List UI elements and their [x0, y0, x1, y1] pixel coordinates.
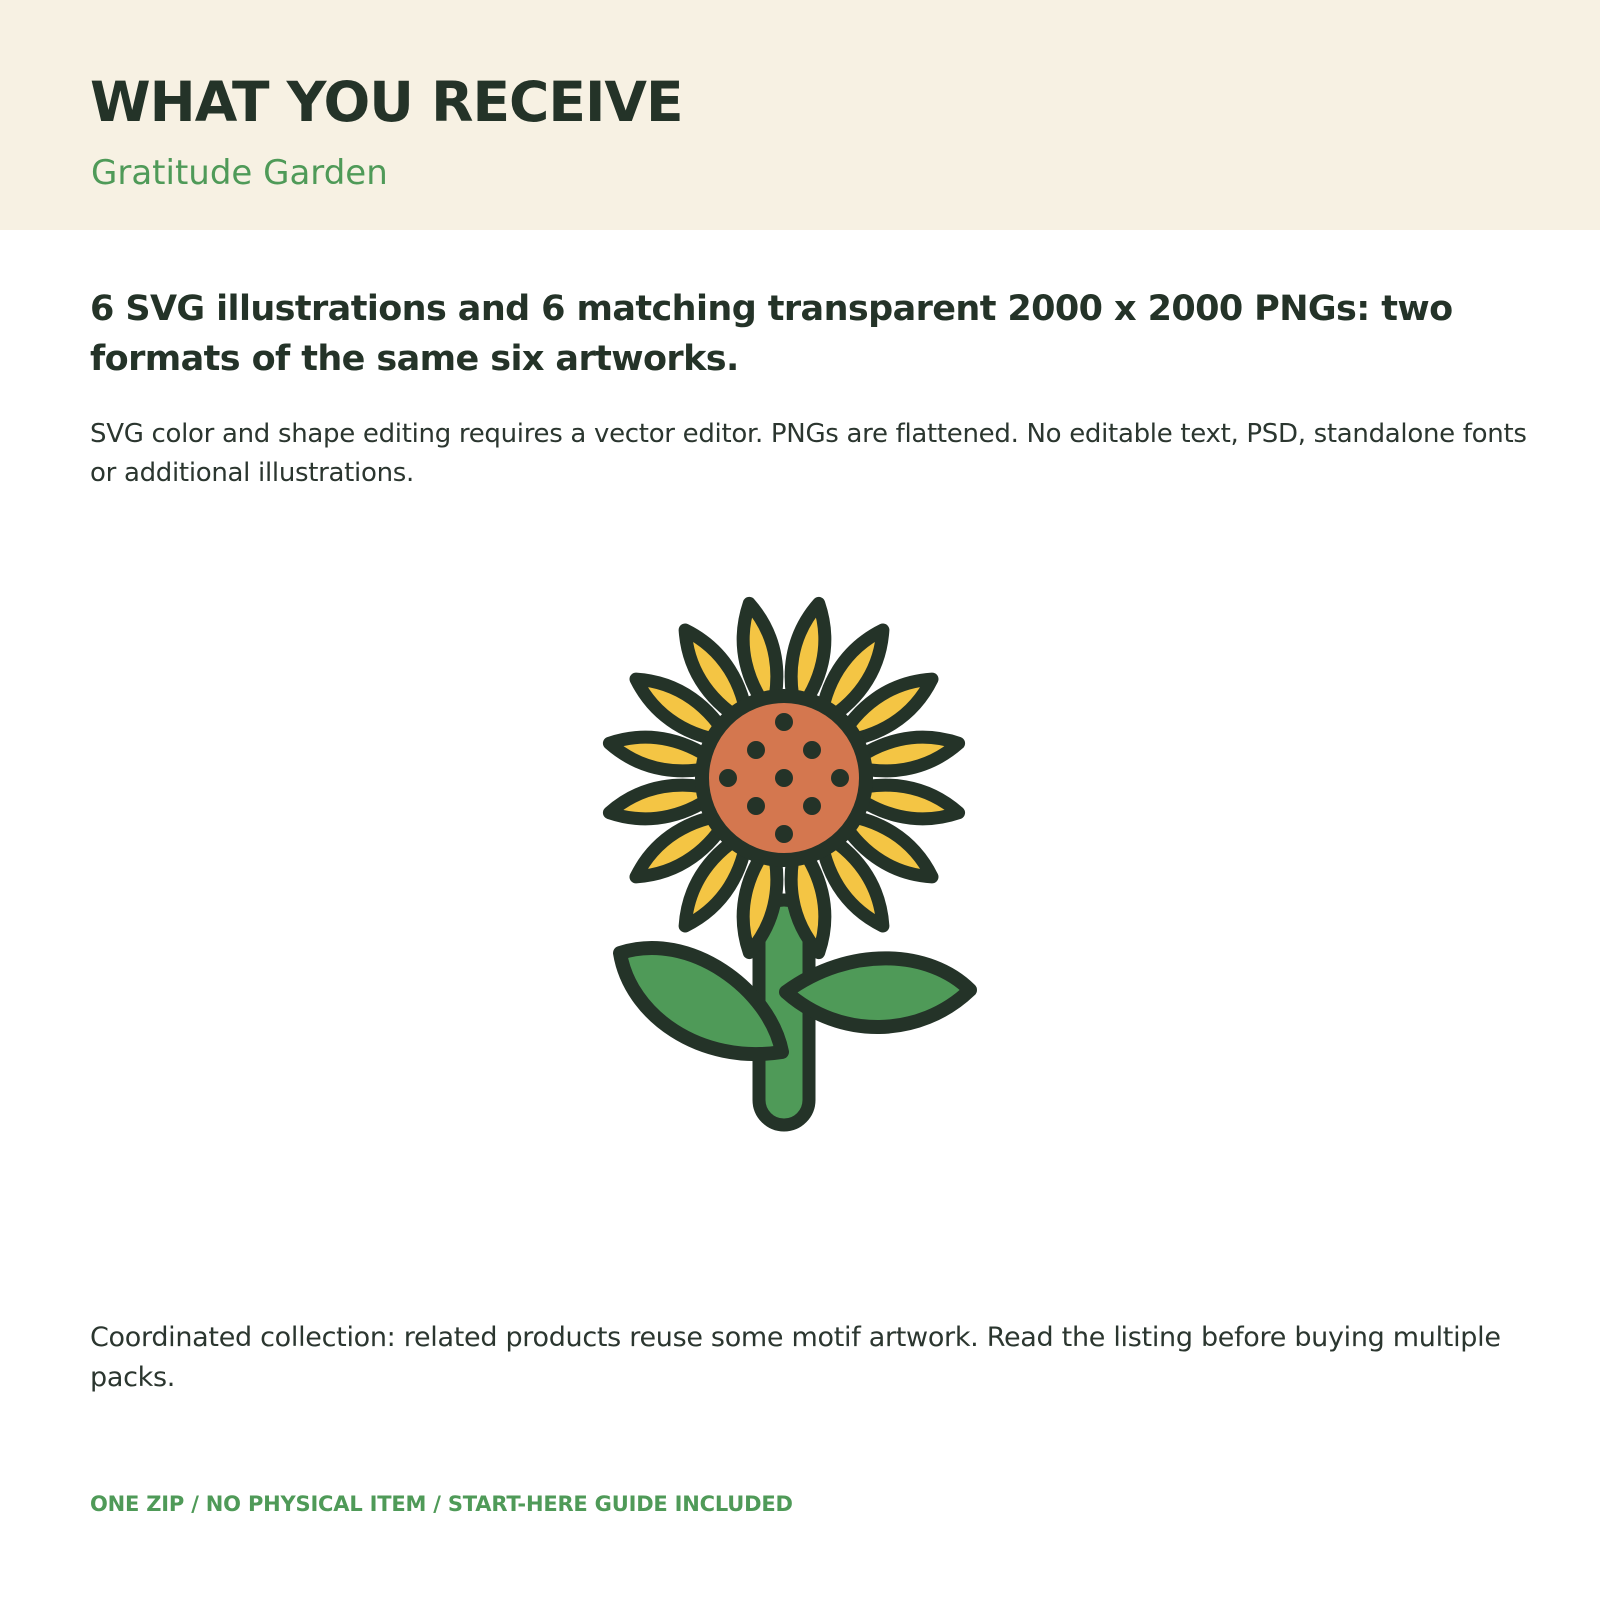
deliverables-details: SVG color and shape editing requires a vector editor. PNGs are flattened. No editable text, PSD, standalone fonts or additional illustrations. [90, 419, 1527, 488]
collection-note: Coordinated collection: related products reuse some motif artwork. Read the listing before buying multiple packs. [90, 1322, 1501, 1393]
footer-note: ONE ZIP / NO PHYSICAL ITEM / START-HERE GUIDE INCLUDED [90, 1492, 793, 1516]
sunflower-illustration [560, 560, 1040, 1180]
right-leaf [786, 958, 970, 1027]
page-title: WHAT YOU RECEIVE [90, 70, 683, 134]
collection-name: Gratitude Garden [91, 153, 388, 193]
sunflower-icon [560, 560, 1040, 1180]
deliverables-headline: 6 SVG illustrations and 6 matching transparent 2000 x 2000 PNGs: two formats of the same six artworks. [90, 289, 1453, 379]
header-band [0, 0, 1600, 230]
